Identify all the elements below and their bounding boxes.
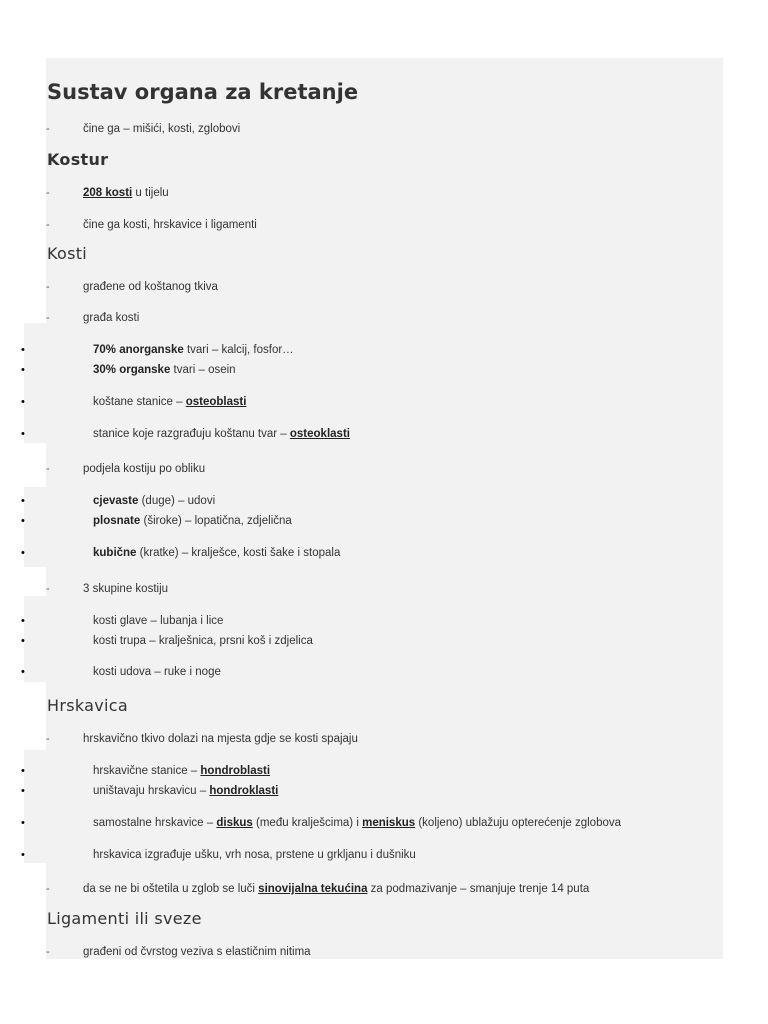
list-dash: - (46, 733, 50, 745)
list-item (83, 883, 589, 895)
bold-term: kubične (93, 547, 137, 559)
bold-term: plosnate (93, 515, 141, 527)
list-item: građeni od čvrstog veziva s elastičnim nitima (83, 946, 311, 958)
key-term: meniskus (362, 817, 416, 829)
list-item (93, 344, 294, 356)
list-item (93, 547, 340, 559)
intro-line: čine ga – mišići, kosti, zglobovi (83, 123, 241, 135)
key-term: hondroklasti (209, 785, 279, 797)
list-dash: - (46, 123, 50, 135)
bullet: • (21, 785, 25, 797)
list-item: kosti glave – lubanja i lice (93, 615, 224, 627)
list-item: građene od koštanog tkiva (83, 281, 218, 293)
item-text: (široke) – lopatična, zdjelična (140, 515, 292, 527)
item-text: u tijelu (132, 187, 169, 199)
list-item (93, 785, 278, 797)
item-text: da se ne bi oštetila u zglob se luči (83, 883, 259, 895)
list-item: kosti udova – ruke i noge (93, 666, 221, 678)
bullet-gutter (24, 487, 46, 567)
item-text: (među kralješcima) i (252, 817, 363, 829)
key-term: osteoklasti (289, 428, 350, 440)
section-heading-ligamenti: Ligamenti ili sveze (47, 909, 202, 928)
item-text: tvari – kalcij, fosfor… (183, 344, 294, 356)
bullet: • (21, 849, 25, 861)
bold-term: cjevaste (93, 495, 139, 507)
list-item (93, 396, 246, 408)
bold-term: 30% organske (93, 364, 171, 376)
bullet: • (21, 344, 25, 356)
key-term: diskus (216, 817, 253, 829)
list-dash: - (46, 219, 50, 231)
list-item (93, 765, 270, 777)
bullet: • (21, 615, 25, 627)
key-term: osteoblasti (185, 396, 247, 408)
key-term: sinovijalna tekućina (258, 883, 368, 895)
page-title: Sustav organa za kretanje (47, 80, 359, 104)
list-item (93, 495, 215, 507)
list-dash: - (46, 583, 50, 595)
list-item (83, 187, 169, 199)
list-item: hrskavično tkivo dolazi na mjesta gdje se kosti spajaju (83, 733, 358, 745)
list-item: 3 skupine kostiju (83, 583, 169, 595)
list-dash: - (46, 883, 50, 895)
item-text: uništavaju hrskavicu – (93, 785, 210, 797)
list-item: čine ga kosti, hrskavice i ligamenti (83, 219, 257, 231)
item-text: samostalne hrskavice – (93, 817, 217, 829)
list-item: podjela kostiju po obliku (83, 463, 206, 475)
item-text: hrskavične stanice – (93, 765, 201, 777)
item-text: za podmazivanje – smanjuje trenje 14 puta (367, 883, 590, 895)
key-term: 208 kosti (83, 187, 133, 199)
list-dash: - (46, 946, 50, 958)
bullet-gutter (24, 596, 46, 682)
bullet-gutter (24, 750, 46, 863)
list-dash: - (46, 312, 50, 324)
list-dash: - (46, 463, 50, 475)
bullet: • (21, 515, 25, 527)
item-text: koštane stanice – (93, 396, 186, 408)
item-text: (koljeno) ublažuju opterećenje zglobova (415, 817, 622, 829)
bullet: • (21, 666, 25, 678)
item-text: stanice koje razgrađuju koštanu tvar – (93, 428, 290, 440)
bullet: • (21, 817, 25, 829)
list-item (93, 817, 621, 829)
list-item (93, 428, 350, 440)
bullet: • (21, 364, 25, 376)
bold-term: 70% anorganske (93, 344, 184, 356)
key-term: hondroblasti (200, 765, 271, 777)
list-item: hrskavica izgrađuje ušku, vrh nosa, prstene u grkljanu i dušniku (93, 849, 416, 861)
bullet: • (21, 765, 25, 777)
bullet: • (21, 635, 25, 647)
item-text: tvari – osein (170, 364, 236, 376)
section-heading-kosti: Kosti (47, 244, 88, 263)
list-dash: - (46, 187, 50, 199)
list-item (93, 515, 292, 527)
section-heading-kostur: Kostur (47, 150, 109, 169)
item-text: (duge) – udovi (138, 495, 216, 507)
bullet: • (21, 547, 25, 559)
list-dash: - (46, 281, 50, 293)
list-item: kosti trupa – kralješnica, prsni koš i zdjelica (93, 635, 313, 647)
bullet: • (21, 396, 25, 408)
section-heading-hrskavica: Hrskavica (47, 696, 128, 715)
list-item: građa kosti (83, 312, 140, 324)
list-item (93, 364, 236, 376)
bullet: • (21, 428, 25, 440)
item-text: (kratke) – kralješce, kosti šake i stopala (136, 547, 341, 559)
bullet: • (21, 495, 25, 507)
bullet-gutter (24, 323, 46, 443)
